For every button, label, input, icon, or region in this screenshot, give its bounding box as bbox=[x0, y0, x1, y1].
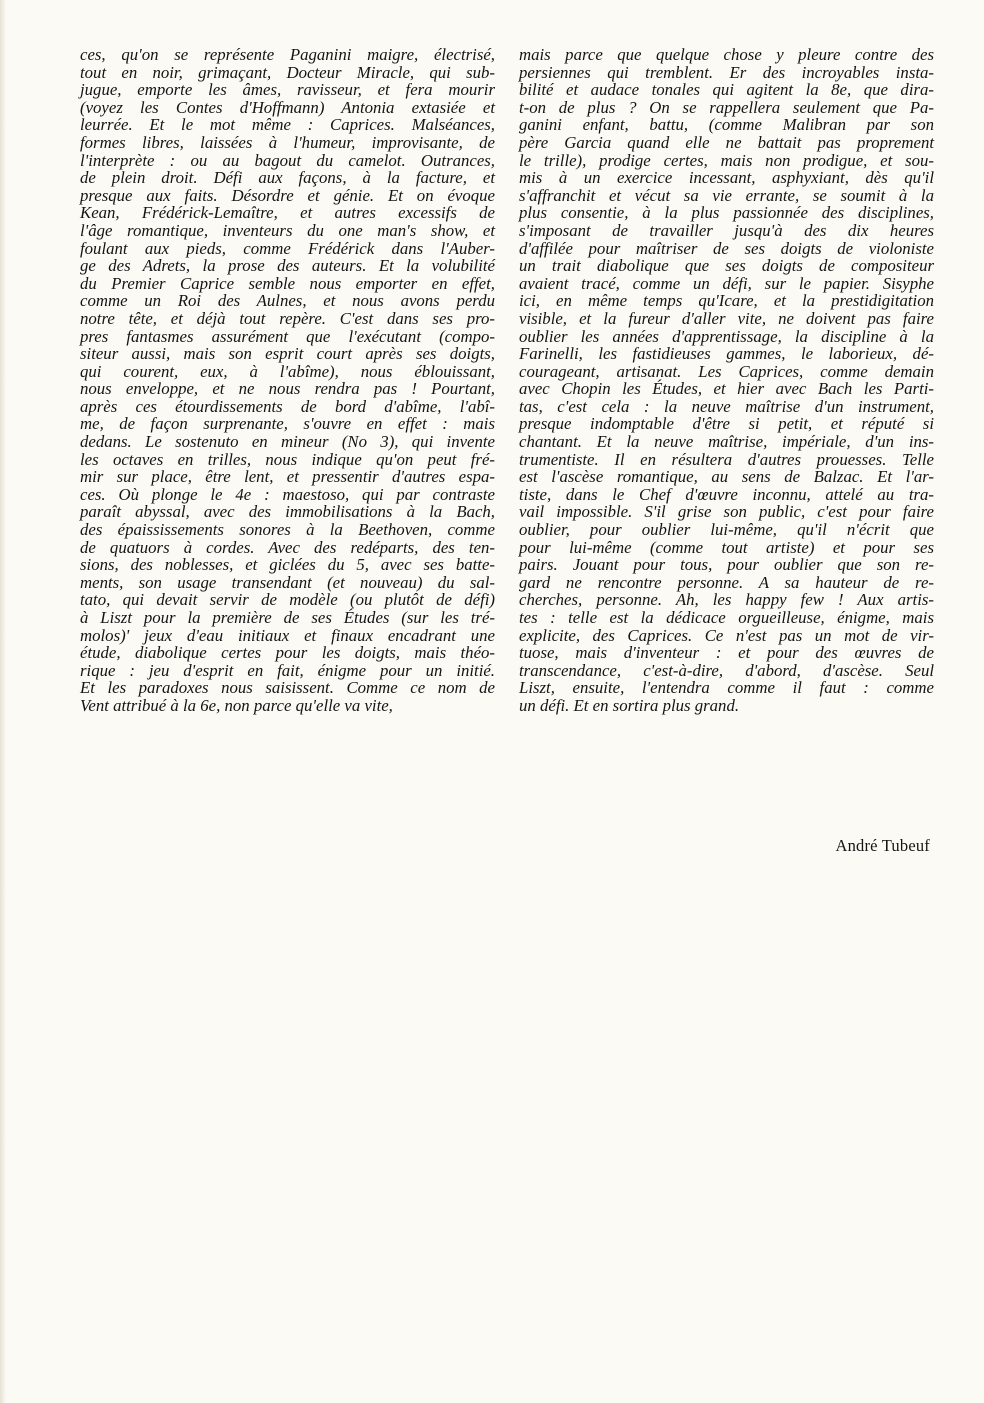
text-line: avec Chopin les Études, et hier avec Bach les Parti- bbox=[519, 379, 934, 399]
text-line: Vent attribué à la 6e, non parce qu'elle va vite, bbox=[80, 695, 393, 715]
text-line: bilité et audace tonales qui agitent la 8e, que dira- bbox=[519, 80, 934, 100]
text-line: du Premier Caprice semble nous emporter en effet, bbox=[80, 273, 495, 293]
text-line: un défi. Et en sortira plus grand. bbox=[519, 695, 740, 715]
text-line: courageant, artisanat. Les Caprices, comme demain bbox=[519, 361, 934, 381]
text-line: dedans. Le sostenuto en mineur (No 3), qui invente bbox=[80, 432, 495, 452]
text-line: pres fantasmes assurément que l'exécutant (compo- bbox=[80, 326, 495, 346]
text-line: ge des Adrets, la prose des auteurs. Et la volubilité bbox=[80, 256, 495, 276]
text-line: paraît abyssal, avec des immobilisations à la Bach, bbox=[80, 502, 495, 522]
text-line: les octaves en trilles, nous indique qu'on peut fré- bbox=[80, 449, 495, 469]
text-line: tas, c'est cela : la neuve maîtrise d'un instrument, bbox=[519, 396, 934, 416]
text-line: ments, son usage transendant (et nouveau) du sal- bbox=[80, 572, 495, 592]
text-line: ces. Où plonge le 4e : maestoso, qui par contraste bbox=[80, 484, 495, 504]
text-line: le trille), prodige certes, mais non prodigue, et sou- bbox=[519, 150, 934, 170]
text-line: d'affilée pour maîtriser de ses doigts de violoniste bbox=[519, 238, 934, 258]
text-line: leurrée. Et le mot même : Caprices. Malséances, bbox=[80, 115, 495, 135]
text-line: tato, qui devait servir de modèle (ou plutôt de défi) bbox=[80, 590, 495, 610]
text-line: pour lui-même (comme tout artiste) et pour ses bbox=[519, 537, 934, 557]
text-line: qui courent, eux, à l'abîme), nous éblouissant, bbox=[80, 361, 495, 381]
text-line: étude, diabolique certes pour les doigts, mais théo- bbox=[80, 643, 495, 663]
text-line: cherches, personne. Ah, les happy few ! Aux artis- bbox=[519, 590, 934, 610]
text-line: de plein droit. Défi aux façons, à la facture, et bbox=[80, 168, 495, 188]
text-line: mis à un exercice incessant, asphyxiant, dès qu'il bbox=[519, 168, 934, 188]
text-line: avaient tracé, comme un défi, sur le papier. Sisyphe bbox=[519, 273, 934, 293]
text-line: ici, en même temps qu'Icare, et la prestidigitation bbox=[519, 291, 934, 311]
text-column-left bbox=[80, 46, 495, 715]
text-line: tes : telle est la dédicace orgueilleuse, énigme, mais bbox=[519, 608, 934, 627]
text-line: foulant aux pieds, comme Frédérick dans l'Auber- bbox=[80, 238, 495, 258]
text-line: chantant. Et la neuve maîtrise, impériale, d'un ins- bbox=[519, 432, 934, 452]
text-line: l'âge romantique, inventeurs du one man's show, et bbox=[80, 220, 495, 240]
text-line: explicite, des Caprices. Ce n'est pas un mot de vir- bbox=[519, 625, 934, 645]
text-line: un trait diabolique que ses doigts de compositeur bbox=[519, 256, 934, 276]
text-line: mir sur place, être lent, et pressentir d'autres espa- bbox=[80, 467, 495, 487]
text-line: tuose, mais d'inventeur : et pour des œuvres de bbox=[519, 643, 934, 663]
text-line: tout en noir, grimaçant, Docteur Miracle, qui sub- bbox=[80, 62, 495, 82]
text-line: oublier les années d'apprentissage, la discipline à la bbox=[519, 326, 934, 346]
text-line: pairs. Jouant pour tous, pour oublier que son re- bbox=[519, 555, 934, 575]
text-line: (voyez les Contes d'Hoffmann) Antonia extasiée et bbox=[80, 97, 495, 117]
text-line: formes libres, laissées à l'humeur, improvisante, de bbox=[80, 132, 495, 152]
text-line: mais parce que quelque chose y pleure contre des bbox=[519, 45, 934, 64]
author-signature: André Tubeuf bbox=[835, 836, 930, 855]
text-column-right bbox=[519, 46, 934, 715]
text-line: des épaississements sonores à la Beethoven, comme bbox=[80, 520, 495, 540]
text-line: s'imposant de travailler jusqu'à des dix heures bbox=[519, 220, 934, 240]
text-line: presque indomptable d'être si petit, et réputé si bbox=[519, 414, 934, 434]
text-line: Farinelli, les fastidieuses gammes, le laborieux, dé- bbox=[519, 344, 934, 364]
text-line: Kean, Frédérick-Lemaître, et autres excessifs de bbox=[80, 203, 495, 223]
text-line: Et les paradoxes nous saisissent. Comme ce nom de bbox=[80, 678, 495, 698]
text-line: me, de façon surprenante, s'ouvre en effet : mais bbox=[80, 414, 495, 434]
text-line: rique : jeu d'esprit en fait, énigme pour un initié. bbox=[80, 660, 495, 680]
text-line: molos)' jeux d'eau initiaux et finaux encadrant une bbox=[80, 625, 495, 645]
text-line: trumentiste. Il en résultera d'autres prouesses. Telle bbox=[519, 449, 934, 469]
text-line: comme un Roi des Aulnes, et nous avons perdu bbox=[80, 291, 495, 311]
text-line: est l'ascèse romantique, au sens de Balzac. Et l'ar- bbox=[519, 467, 934, 487]
text-line: tiste, dans le Chef d'œuvre inconnu, attelé au tra- bbox=[519, 484, 934, 504]
text-line: transcendance, c'est-à-dire, d'abord, d'ascèse. Seul bbox=[519, 660, 934, 680]
text-line: ganini enfant, battu, (comme Malibran par son bbox=[519, 115, 934, 135]
text-line: à Liszt pour la première de ses Études (sur les tré- bbox=[80, 608, 495, 627]
text-line: l'interprète : ou au bagout du camelot. Outrances, bbox=[80, 150, 495, 170]
text-line: père Garcia quand elle ne battait pas proprement bbox=[519, 132, 934, 152]
text-line: persiennes qui tremblent. Er des incroyables insta- bbox=[519, 62, 934, 82]
text-line: nous enveloppe, et ne nous rendra pas ! Pourtant, bbox=[80, 379, 495, 399]
page-edge bbox=[0, 0, 6, 1403]
text-line: vail impossible. S'il grise son public, c'est pour faire bbox=[519, 502, 934, 522]
text-line: oublier, pour oublier lui-même, qu'il n'écrit que bbox=[519, 520, 934, 540]
text-line: ces, qu'on se représente Paganini maigre, électrisé, bbox=[80, 45, 495, 64]
text-line: presque aux faits. Désordre et génie. Et on évoque bbox=[80, 185, 495, 205]
text-line: sions, des noblesses, et giclées du 5, avec ses batte- bbox=[80, 555, 495, 575]
text-line: siteur aussi, mais son esprit court après ses doigts, bbox=[80, 344, 495, 364]
text-line: t-on de plus ? On se rappellera seulement que Pa- bbox=[519, 97, 934, 117]
text-line: Liszt, ensuite, l'entendra comme il faut : comme bbox=[519, 678, 934, 698]
text-line: visible, et la fureur d'aller vite, ne doivent pas faire bbox=[519, 308, 934, 328]
text-line: après ces étourdissements de bord d'abîme, l'abî- bbox=[80, 396, 495, 416]
text-line: notre tête, et déjà tout repère. C'est dans ses pro- bbox=[80, 308, 495, 328]
text-line: de quatuors à cordes. Avec des redéparts, des ten- bbox=[80, 537, 495, 557]
text-line: plus consentie, à la plus passionnée des disciplines, bbox=[519, 203, 934, 223]
text-line: jugue, emporte les âmes, ravisseur, et fera mourir bbox=[80, 80, 495, 100]
text-line: s'affranchit et vécut sa vie errante, se soumit à la bbox=[519, 185, 934, 205]
text-line: gard ne rencontre personne. A sa hauteur de re- bbox=[519, 572, 934, 592]
